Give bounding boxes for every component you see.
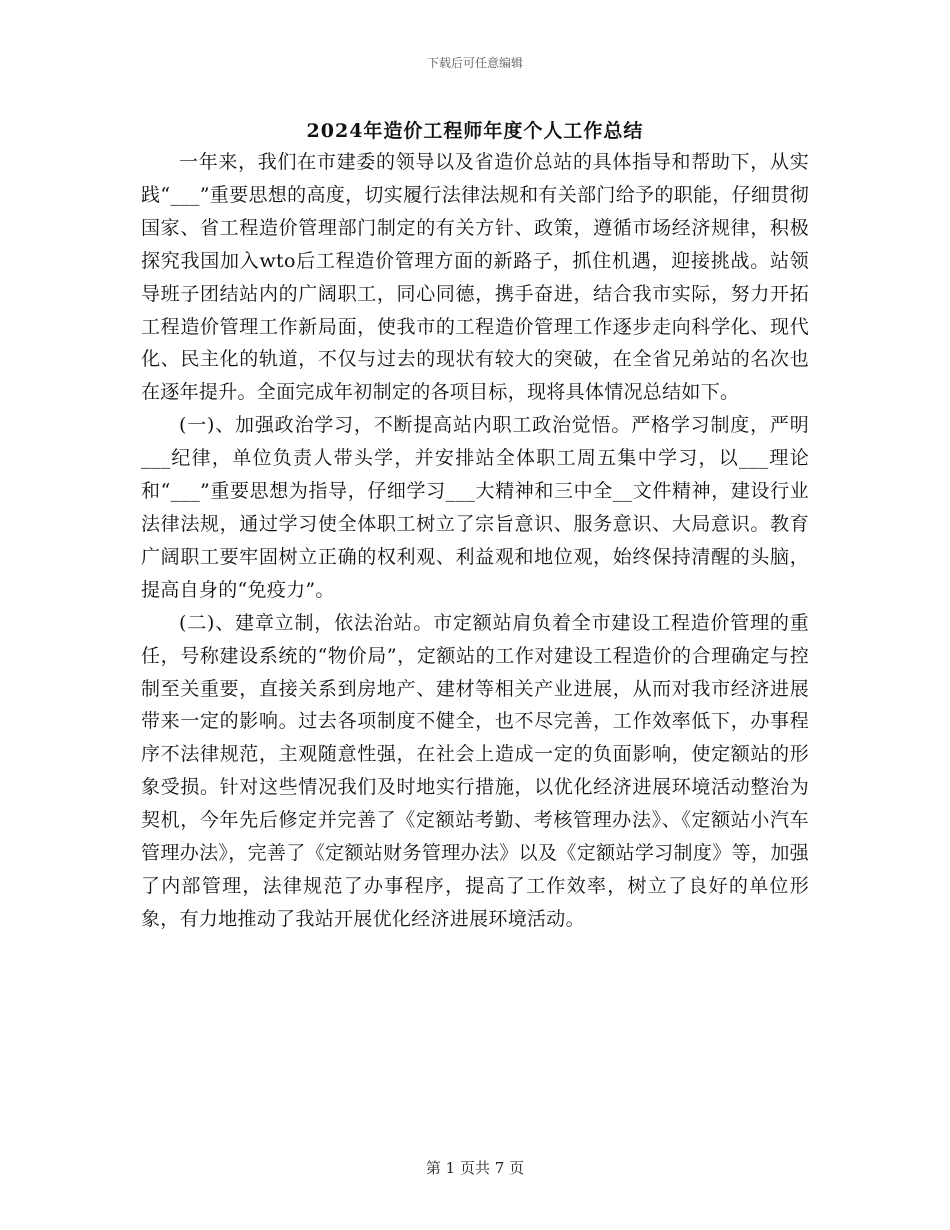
paragraph-section-1: (一)、加强政治学习，不断提高站内职工政治觉悟。严格学习制度，严明___纪律，单位负责人带头学，并安排站全体职工周五集中学习，以___理论和“___”重要思想为指导，仔细学习___大精神和三中全__文件精神，建设行业法律法规，通过学习使全体职工树立了宗旨意识、服务意识、大局意识。教育广阔职工要牢固树立正确的权利观、利益观和地位观，始终保持清醒的头脑，提高自身的“免疫力”。: [141, 414, 809, 601]
page-number-footer: 第 1 页共 7 页: [425, 1159, 525, 1177]
document-body: [141, 146, 809, 936]
document-title: 2024年造价工程师年度个人工作总结: [306, 120, 644, 142]
paragraph-intro: 一年来，我们在市建委的领导以及省造价总站的具体指导和帮助下，从实践“___”重要思想的高度，切实履行法律法规和有关部门给予的职能，仔细贯彻国家、省工程造价管理部门制定的有关方针、政策，遵循市场经济规律，积极探究我国加入wto后工程造价管理方面的新路子，抓住机遇，迎接挑战。站领导班子团结站内的广阔职工，同心同德，携手奋进，结合我市实际，努力开拓工程造价管理工作新局面，使我市的工程造价管理工作逐步走向科学化、现代化、民主化的轨道，不仅与过去的现状有较大的突破，在全省兄弟站的名次也在逐年提升。全面完成年初制定的各项目标，现将具体情况总结如下。: [141, 151, 809, 404]
paragraph-section-2: (二)、建章立制，依法治站。市定额站肩负着全市建设工程造价管理的重任，号称建设系统的“物价局”，定额站的工作对建设工程造价的合理确定与控制至关重要，直接关系到房地产、建材等相关产业进展，从而对我市经济进展带来一定的影响。过去各项制度不健全，也不尽完善，工作效率低下，办事程序不法律规范，主观随意性强，在社会上造成一定的负面影响，使定额站的形象受损。针对这些情况我们及时地实行措施，以优化经济进展环境活动整治为契机，今年先后修定并完善了《定额站考勤、考核管理办法》、《定额站小汽车管理办法》，完善了《定额站财务管理办法》以及《定额站学习制度》等，加强了内部管理，法律规范了办事程序，提高了工作效率，树立了良好的单位形象，有力地推动了我站开展优化经济进展环境活动。: [141, 611, 809, 930]
header-note: 下载后可任意编辑: [426, 56, 523, 70]
